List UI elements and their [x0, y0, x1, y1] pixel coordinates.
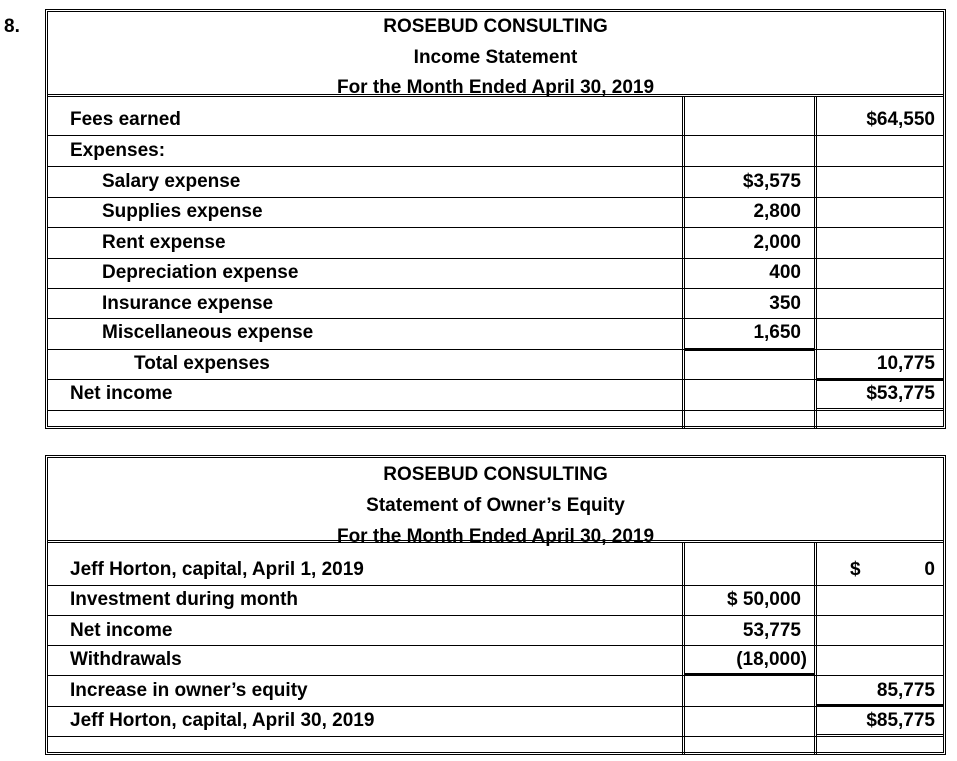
table-row: [48, 258, 943, 288]
row-label: Jeff Horton, capital, April 1, 2019: [70, 559, 364, 580]
table-row: [48, 585, 943, 615]
table-row: [48, 349, 943, 379]
table-row: [48, 616, 943, 646]
row-value: 400: [769, 262, 801, 283]
statement-period: For the Month Ended April 30, 2019: [336, 526, 655, 547]
row-label: Investment during month: [70, 589, 298, 610]
table-row: [48, 676, 943, 706]
row-value: 2,000: [753, 232, 801, 253]
income-statement-header: [48, 12, 943, 97]
row-value: 10,775: [876, 353, 935, 374]
row-value: (18,000): [736, 649, 807, 670]
row-value: 2,800: [753, 201, 801, 222]
row-value: 1,650: [753, 322, 801, 343]
row-value: $3,575: [742, 171, 801, 192]
table-row: [48, 136, 943, 166]
table-row: [48, 706, 943, 736]
company-name: ROSEBUD CONSULTING: [383, 464, 608, 485]
statement-period: For the Month Ended April 30, 2019: [336, 77, 655, 98]
income-statement: [45, 9, 946, 429]
currency-symbol: $: [850, 559, 861, 580]
company-name: ROSEBUD CONSULTING: [383, 16, 608, 37]
row-value: 350: [769, 293, 801, 314]
row-label: Expenses:: [70, 140, 166, 161]
statement-title: Income Statement: [413, 47, 578, 68]
row-label: Supplies expense: [102, 201, 263, 222]
problem-number: 8.: [4, 16, 20, 37]
table-row: [48, 197, 943, 227]
owners-equity-header: [48, 458, 943, 547]
row-label: Miscellaneous expense: [102, 322, 314, 343]
table-row: [48, 167, 943, 197]
row-value: 85,775: [876, 680, 935, 701]
table-row: [48, 228, 943, 258]
row-value: $64,550: [866, 109, 935, 130]
table-row: [48, 555, 943, 585]
row-label: Increase in owner’s equity: [70, 680, 308, 701]
row-label: Total expenses: [134, 353, 270, 374]
row-value: 53,775: [742, 620, 801, 641]
table-row: [48, 645, 943, 675]
row-label: Net income: [70, 383, 173, 404]
row-label: Withdrawals: [70, 649, 182, 670]
table-row: [48, 318, 943, 348]
statement-title: Statement of Owner’s Equity: [366, 495, 625, 516]
row-value: $ 50,000: [727, 589, 801, 610]
row-value: $53,775: [866, 383, 935, 404]
row-label: Net income: [70, 620, 173, 641]
row-label: Salary expense: [102, 171, 241, 192]
row-label: Jeff Horton, capital, April 30, 2019: [70, 710, 375, 731]
row-label: Fees earned: [70, 109, 181, 130]
owners-equity-statement: [45, 455, 946, 755]
row-label: Insurance expense: [102, 293, 274, 314]
row-label: Rent expense: [102, 232, 226, 253]
table-row: [48, 379, 943, 409]
table-row: [48, 105, 943, 135]
row-value: $85,775: [866, 710, 935, 731]
row-value: 0: [924, 559, 935, 580]
table-row: [48, 289, 943, 319]
row-label: Depreciation expense: [102, 262, 299, 283]
